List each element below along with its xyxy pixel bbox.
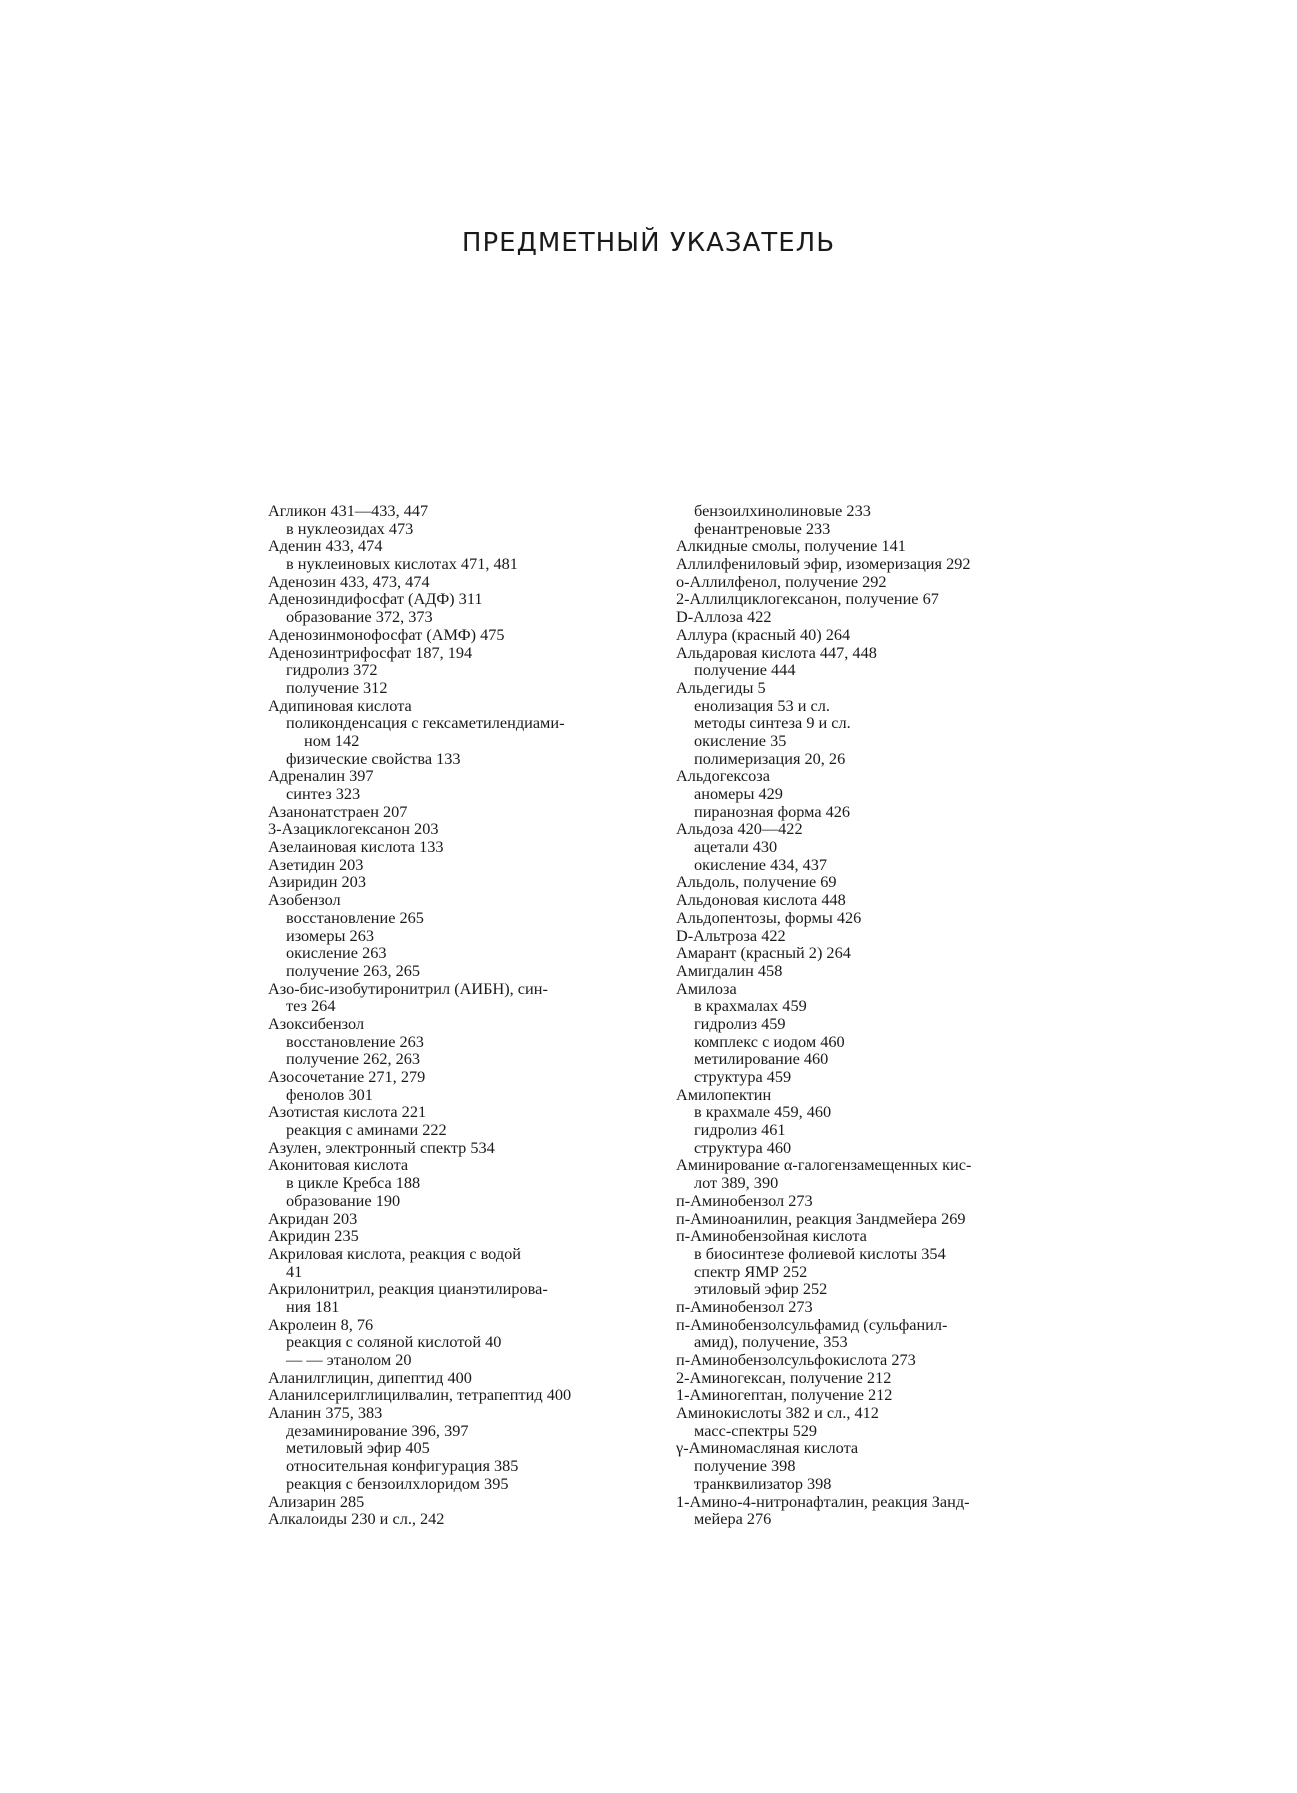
index-subentry: метиловый эфир 405: [286, 1438, 430, 1458]
index-subentry: гидролиз 461: [694, 1120, 786, 1140]
index-entry: γ-Аминомасляная кислота: [676, 1438, 859, 1458]
index-subentry: реакция с аминами 222: [286, 1120, 447, 1140]
index-entry: Аллура (красный 40) 264: [676, 624, 851, 644]
index-entry: Азобензол: [268, 890, 341, 910]
index-subentry: синтез 323: [286, 784, 361, 803]
index-subentry: амид), получение, 353: [694, 1332, 848, 1352]
index-entry: Азулен, электронный спектр 534: [268, 1137, 495, 1157]
index-entry: Аденин 433, 474: [268, 536, 383, 556]
index-entry: Азотистая кислота 221: [268, 1102, 427, 1122]
index-subentry: получение 312: [286, 677, 388, 697]
index-subentry: в нуклеозидах 473: [286, 518, 414, 538]
index-subentry: структура 460: [694, 1137, 792, 1157]
index-entry: Альдоль, получение 69: [676, 872, 837, 892]
index-subentry: ния 181: [286, 1296, 340, 1316]
index-entry: п-Аминоанилин, реакция Зандмейера 269: [676, 1208, 966, 1228]
index-entry: Альдогексоза: [676, 766, 770, 786]
index-subentry: реакция с бензоилхлоридом 395: [286, 1473, 509, 1493]
index-entry: Аденозин 433, 473, 474: [268, 571, 430, 591]
index-entry: п-Аминобензол 273: [676, 1296, 813, 1316]
index-entry: Аденозиндифосфат (АДФ) 311: [268, 589, 483, 609]
index-subentry: бензоилхинолиновые 233: [694, 501, 871, 520]
index-entry: 2-Аминогексан, получение 212: [676, 1367, 892, 1387]
index-column-right: [676, 502, 1061, 1528]
index-subentry: реакция с соляной кислотой 40: [286, 1332, 502, 1352]
index-entry: Амилоза: [676, 978, 737, 998]
index-entry: Азо-бис-изобутиронитрил (АИБН), син-: [268, 978, 548, 998]
index-entry: Аминирование α-галогензамещенных кис-: [676, 1155, 972, 1175]
index-entry: Альдопентозы, формы 426: [676, 907, 862, 927]
index-entry: Азелаиновая кислота 133: [268, 837, 444, 857]
index-entry: Алкидные смолы, получение 141: [676, 536, 906, 556]
index-subentry: методы синтеза 9 и сл.: [694, 713, 851, 733]
index-entry: Аминокислоты 382 и сл., 412: [676, 1403, 879, 1423]
index-subentry: в биосинтезе фолиевой кислоты 354: [694, 1243, 946, 1263]
index-subentry: окисление 35: [694, 730, 787, 750]
index-subentry: этиловый эфир 252: [694, 1279, 828, 1299]
index-subentry: получение 262, 263: [286, 1049, 421, 1069]
index-entry: Акриловая кислота, реакция с водой: [268, 1243, 521, 1263]
index-entry: 2-Аллилциклогексанон, получение 67: [676, 589, 939, 609]
index-subentry: физические свойства 133: [286, 748, 461, 768]
index-subentry: образование 190: [286, 1190, 401, 1210]
index-subentry: восстановление 263: [286, 1031, 424, 1051]
index-subentry: образование 372, 373: [286, 607, 433, 627]
index-subentry: енолизация 53 и сл.: [694, 695, 830, 715]
index-entry: Амигдалин 458: [676, 960, 783, 980]
index-entry: Альдаровая кислота 447, 448: [676, 642, 877, 662]
index-entry: Аланин 375, 383: [268, 1403, 383, 1423]
index-entry: D-Аллоза 422: [676, 607, 772, 627]
index-entry: Аланилглицин, дипептид 400: [268, 1367, 472, 1387]
index-entry: Азиридин 203: [268, 872, 366, 892]
index-entry: D-Альтроза 422: [676, 925, 786, 945]
index-subentry: в цикле Кребса 188: [286, 1173, 421, 1193]
index-subentry: структура 459: [694, 1067, 792, 1086]
index-entry: 1-Аминогептан, получение 212: [676, 1385, 893, 1405]
index-subentry: в крахмале 459, 460: [694, 1102, 832, 1122]
index-entry: Аланилсерилглицилвалин, тетрапептид 400: [268, 1385, 572, 1405]
index-entry: Аденозинмонофосфат (АМФ) 475: [268, 624, 505, 644]
index-entry: Альдоновая кислота 448: [676, 890, 846, 910]
index-subentry: фенолов 301: [286, 1084, 373, 1104]
index-subentry: ацетали 430: [694, 837, 778, 857]
index-subentry: получение 444: [694, 660, 796, 680]
index-subentry: полимеризация 20, 26: [694, 748, 846, 768]
index-entry: п-Аминобензол 273: [676, 1190, 813, 1210]
index-subentry: относительная конфигурация 385: [286, 1456, 519, 1476]
index-entry: Амилопектин: [676, 1084, 772, 1104]
index-subentry: получение 263, 265: [286, 960, 421, 980]
index-entry: Азанонатстраен 207: [268, 801, 408, 821]
index-entry: о-Аллилфенол, получение 292: [676, 571, 887, 591]
index-entry: Адипиновая кислота: [268, 695, 412, 715]
index-column-left: [268, 502, 653, 1528]
index-subentry: окисление 263: [286, 943, 387, 963]
index-subentry: поликонденсация с гексаметилендиами-: [286, 713, 565, 733]
page-title: ПРЕДМЕТНЫЙ УКАЗАТЕЛЬ: [461, 228, 836, 258]
index-subentry: в нуклеиновых кислотах 471, 481: [286, 554, 518, 574]
index-subentry: транквилизатор 398: [694, 1473, 832, 1493]
index-subentry: изомеры 263: [286, 925, 374, 945]
index-entry: Азосочетание 271, 279: [268, 1067, 426, 1086]
index-subentry: в крахмалах 459: [694, 996, 807, 1016]
index-subentry: аномеры 429: [694, 784, 783, 803]
index-entry: 1-Амино-4-нитронафталин, реакция Занд-: [676, 1491, 970, 1511]
index-entry: Акрилонитрил, реакция цианэтилирова-: [268, 1279, 548, 1299]
index-entry: п-Аминобензолсульфокислота 273: [676, 1350, 916, 1369]
index-entry: Аллилфениловый эфир, изомеризация 292: [676, 554, 971, 574]
index-subentry: ном 142: [304, 730, 360, 750]
index-entry: Азетидин 203: [268, 854, 364, 874]
index-entry: Акролеин 8, 76: [268, 1314, 374, 1334]
index-subentry: окисление 434, 437: [694, 854, 828, 874]
index-subentry: дезаминирование 396, 397: [286, 1420, 469, 1440]
index-entry: Ализарин 285: [268, 1491, 365, 1511]
index-subentry: фенантреновые 233: [694, 518, 831, 538]
index-subentry: — — этанолом 20: [286, 1350, 412, 1369]
index-entry: п-Аминобензойная кислота: [676, 1226, 867, 1246]
index-subentry: восстановление 265: [286, 907, 424, 927]
index-entry: п-Аминобензолсульфамид (сульфанил-: [676, 1314, 948, 1334]
index-entry: Амарант (красный 2) 264: [676, 943, 851, 963]
index-entry: Акридан 203: [268, 1208, 358, 1228]
index-subentry: мейера 276: [694, 1509, 772, 1529]
index-subentry: тез 264: [286, 996, 336, 1016]
index-entry: Аденозинтрифосфат 187, 194: [268, 642, 473, 662]
index-subentry: спектр ЯМР 252: [694, 1261, 808, 1281]
index-entry: Акридин 235: [268, 1226, 359, 1246]
index-entry: Адреналин 397: [268, 766, 374, 786]
index-subentry: гидролиз 372: [286, 660, 378, 680]
index-subentry: комплекс с иодом 460: [694, 1031, 845, 1051]
index-subentry: лот 389, 390: [694, 1173, 779, 1193]
index-entry: Альдегиды 5: [676, 677, 766, 697]
index-entry: Азоксибензол: [268, 1013, 365, 1033]
index-entry: Альдоза 420—422: [676, 819, 803, 839]
index-subentry: получение 398: [694, 1456, 796, 1476]
index-entry: Алкалоиды 230 и сл., 242: [268, 1509, 445, 1529]
index-subentry: пиранозная форма 426: [694, 801, 851, 821]
index-entry: Аконитовая кислота: [268, 1155, 409, 1175]
index-entry: 3-Азациклогексанон 203: [268, 819, 439, 839]
index-entry: Агликон 431—433, 447: [268, 501, 429, 520]
index-subentry: 41: [286, 1261, 303, 1281]
index-subentry: гидролиз 459: [694, 1013, 786, 1033]
index-subentry: метилирование 460: [694, 1049, 829, 1069]
index-subentry: масс-спектры 529: [694, 1420, 818, 1440]
